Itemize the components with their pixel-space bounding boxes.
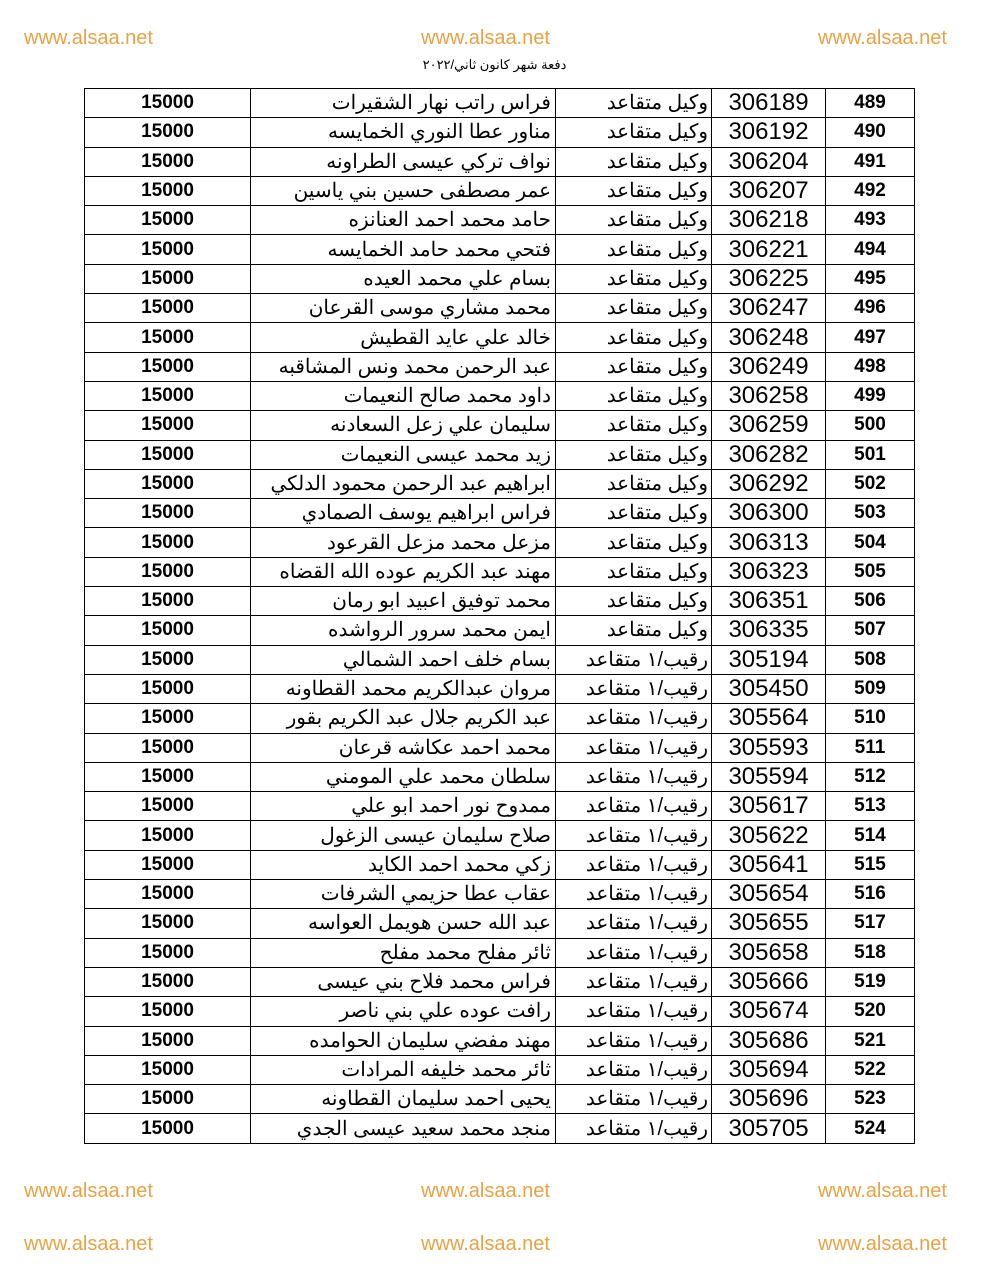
table-row <box>85 1055 915 1084</box>
name-cell: رافت عوده علي بني ناصر <box>251 997 556 1026</box>
table-row <box>85 264 915 293</box>
name-cell: محمد مشاري موسى القرعان <box>251 294 556 323</box>
name-cell: عبد الكريم جلال عبد الكريم بقور <box>251 704 556 733</box>
serial-number-cell: 513 <box>826 792 915 821</box>
table-row <box>85 528 915 557</box>
amount-cell: 15000 <box>85 909 251 938</box>
name-cell: مروان عبدالكريم محمد القطاونه <box>251 674 556 703</box>
serial-number-cell: 523 <box>826 1085 915 1114</box>
watermark-bottom-right: www.alsaa.net <box>818 1233 947 1255</box>
name-cell: بسام خلف احمد الشمالي <box>251 645 556 674</box>
table-row <box>85 616 915 645</box>
rank-cell: رقيب/١ متقاعد <box>556 850 712 879</box>
id-number-cell: 305194 <box>712 645 826 674</box>
rank-cell: رقيب/١ متقاعد <box>556 1114 712 1143</box>
name-cell: ايمن محمد سرور الرواشده <box>251 616 556 645</box>
id-number-cell: 305655 <box>712 909 826 938</box>
serial-number-cell: 515 <box>826 850 915 879</box>
rank-cell: وكيل متقاعد <box>556 528 712 557</box>
name-cell: مزعل محمد مزعل القرعود <box>251 528 556 557</box>
amount-cell: 15000 <box>85 704 251 733</box>
rank-cell: رقيب/١ متقاعد <box>556 938 712 967</box>
serial-number-cell: 497 <box>826 323 915 352</box>
id-number-cell: 305696 <box>712 1085 826 1114</box>
name-cell: عبد الله حسن هويمل العواسه <box>251 909 556 938</box>
serial-number-cell: 489 <box>826 89 915 118</box>
name-cell: ممدوح نور احمد ابو علي <box>251 792 556 821</box>
table-row <box>85 850 915 879</box>
id-number-cell: 305666 <box>712 967 826 996</box>
name-cell: سلطان محمد علي المومني <box>251 762 556 791</box>
document-title: دفعة شهر كانون ثاني/٢٠٢٢ <box>422 57 567 72</box>
table-row <box>85 352 915 381</box>
amount-cell: 15000 <box>85 323 251 352</box>
rank-cell: وكيل متقاعد <box>556 557 712 586</box>
watermark-middle-left: www.alsaa.net <box>24 1180 153 1202</box>
id-number-cell: 306225 <box>712 264 826 293</box>
table-row <box>85 997 915 1026</box>
rank-cell: وكيل متقاعد <box>556 616 712 645</box>
table-row <box>85 909 915 938</box>
table-row <box>85 1026 915 1055</box>
table-row <box>85 176 915 205</box>
name-cell: فراس راتب نهار الشقيرات <box>251 89 556 118</box>
serial-number-cell: 505 <box>826 557 915 586</box>
name-cell: فتحي محمد حامد الخمايسه <box>251 235 556 264</box>
name-cell: داود محمد صالح النعيمات <box>251 381 556 410</box>
id-number-cell: 305594 <box>712 762 826 791</box>
rank-cell: وكيل متقاعد <box>556 235 712 264</box>
id-number-cell: 305654 <box>712 880 826 909</box>
table-row <box>85 235 915 264</box>
table-row <box>85 118 915 147</box>
watermark-bottom-left: www.alsaa.net <box>24 1233 153 1255</box>
amount-cell: 15000 <box>85 1114 251 1143</box>
amount-cell: 15000 <box>85 880 251 909</box>
table-row <box>85 762 915 791</box>
amount-cell: 15000 <box>85 792 251 821</box>
serial-number-cell: 493 <box>826 206 915 235</box>
table-row <box>85 967 915 996</box>
amount-cell: 15000 <box>85 264 251 293</box>
watermark-top-center: www.alsaa.net <box>421 27 550 49</box>
serial-number-cell: 503 <box>826 499 915 528</box>
rank-cell: رقيب/١ متقاعد <box>556 967 712 996</box>
amount-cell: 15000 <box>85 1085 251 1114</box>
serial-number-cell: 509 <box>826 674 915 703</box>
rank-cell: رقيب/١ متقاعد <box>556 645 712 674</box>
table-row <box>85 557 915 586</box>
serial-number-cell: 519 <box>826 967 915 996</box>
table-row <box>85 206 915 235</box>
id-number-cell: 306323 <box>712 557 826 586</box>
id-number-cell: 306248 <box>712 323 826 352</box>
id-number-cell: 306313 <box>712 528 826 557</box>
amount-cell: 15000 <box>85 967 251 996</box>
table-row <box>85 469 915 498</box>
serial-number-cell: 516 <box>826 880 915 909</box>
name-cell: منجد محمد سعيد عيسى الجدي <box>251 1114 556 1143</box>
table-row <box>85 1114 915 1143</box>
amount-cell: 15000 <box>85 352 251 381</box>
serial-number-cell: 499 <box>826 381 915 410</box>
rank-cell: وكيل متقاعد <box>556 352 712 381</box>
serial-number-cell: 520 <box>826 997 915 1026</box>
id-number-cell: 306204 <box>712 147 826 176</box>
rank-cell: وكيل متقاعد <box>556 264 712 293</box>
id-number-cell: 306249 <box>712 352 826 381</box>
serial-number-cell: 511 <box>826 733 915 762</box>
id-number-cell: 305617 <box>712 792 826 821</box>
table-row <box>85 294 915 323</box>
table-row <box>85 411 915 440</box>
name-cell: سليمان علي زعل السعادنه <box>251 411 556 440</box>
rank-cell: رقيب/١ متقاعد <box>556 733 712 762</box>
name-cell: نواف تركي عيسى الطراونه <box>251 147 556 176</box>
serial-number-cell: 492 <box>826 176 915 205</box>
id-number-cell: 305694 <box>712 1055 826 1084</box>
amount-cell: 15000 <box>85 587 251 616</box>
amount-cell: 15000 <box>85 147 251 176</box>
name-cell: مناور عطا النوري الخمايسه <box>251 118 556 147</box>
rank-cell: وكيل متقاعد <box>556 381 712 410</box>
amount-cell: 15000 <box>85 411 251 440</box>
amount-cell: 15000 <box>85 469 251 498</box>
amount-cell: 15000 <box>85 528 251 557</box>
watermark-bottom-center: www.alsaa.net <box>421 1233 550 1255</box>
rank-cell: وكيل متقاعد <box>556 118 712 147</box>
id-number-cell: 306189 <box>712 89 826 118</box>
table-row <box>85 147 915 176</box>
rank-cell: رقيب/١ متقاعد <box>556 674 712 703</box>
id-number-cell: 305686 <box>712 1026 826 1055</box>
watermark-middle-center: www.alsaa.net <box>421 1180 550 1202</box>
table-row <box>85 792 915 821</box>
amount-cell: 15000 <box>85 557 251 586</box>
name-cell: فراس محمد فلاح بني عيسى <box>251 967 556 996</box>
table-row <box>85 674 915 703</box>
table-row <box>85 821 915 850</box>
id-number-cell: 305450 <box>712 674 826 703</box>
amount-cell: 15000 <box>85 1055 251 1084</box>
payment-table <box>84 88 915 1144</box>
name-cell: ثائر مفلح محمد مفلح <box>251 938 556 967</box>
amount-cell: 15000 <box>85 645 251 674</box>
amount-cell: 15000 <box>85 850 251 879</box>
table-row <box>85 499 915 528</box>
name-cell: محمد توفيق اعبيد ابو رمان <box>251 587 556 616</box>
rank-cell: وكيل متقاعد <box>556 176 712 205</box>
rank-cell: رقيب/١ متقاعد <box>556 792 712 821</box>
serial-number-cell: 524 <box>826 1114 915 1143</box>
amount-cell: 15000 <box>85 1026 251 1055</box>
rank-cell: وكيل متقاعد <box>556 206 712 235</box>
id-number-cell: 305641 <box>712 850 826 879</box>
watermark-top-left: www.alsaa.net <box>24 27 153 49</box>
table-row <box>85 381 915 410</box>
serial-number-cell: 495 <box>826 264 915 293</box>
serial-number-cell: 508 <box>826 645 915 674</box>
amount-cell: 15000 <box>85 176 251 205</box>
name-cell: ابراهيم عبد الرحمن محمود الدلكي <box>251 469 556 498</box>
amount-cell: 15000 <box>85 89 251 118</box>
amount-cell: 15000 <box>85 616 251 645</box>
id-number-cell: 305658 <box>712 938 826 967</box>
amount-cell: 15000 <box>85 762 251 791</box>
name-cell: خالد علي عايد القطيش <box>251 323 556 352</box>
name-cell: زكي محمد احمد الكايد <box>251 850 556 879</box>
name-cell: صلاح سليمان عيسى الزغول <box>251 821 556 850</box>
rank-cell: وكيل متقاعد <box>556 294 712 323</box>
serial-number-cell: 514 <box>826 821 915 850</box>
amount-cell: 15000 <box>85 381 251 410</box>
amount-cell: 15000 <box>85 674 251 703</box>
rank-cell: رقيب/١ متقاعد <box>556 997 712 1026</box>
amount-cell: 15000 <box>85 499 251 528</box>
serial-number-cell: 494 <box>826 235 915 264</box>
amount-cell: 15000 <box>85 733 251 762</box>
id-number-cell: 306247 <box>712 294 826 323</box>
name-cell: عمر مصطفى حسين بني ياسين <box>251 176 556 205</box>
serial-number-cell: 498 <box>826 352 915 381</box>
serial-number-cell: 521 <box>826 1026 915 1055</box>
amount-cell: 15000 <box>85 235 251 264</box>
amount-cell: 15000 <box>85 294 251 323</box>
name-cell: بسام علي محمد العيده <box>251 264 556 293</box>
id-number-cell: 305622 <box>712 821 826 850</box>
serial-number-cell: 507 <box>826 616 915 645</box>
table-row <box>85 704 915 733</box>
serial-number-cell: 501 <box>826 440 915 469</box>
amount-cell: 15000 <box>85 997 251 1026</box>
rank-cell: وكيل متقاعد <box>556 469 712 498</box>
watermark-middle-right: www.alsaa.net <box>818 1180 947 1202</box>
serial-number-cell: 522 <box>826 1055 915 1084</box>
rank-cell: وكيل متقاعد <box>556 499 712 528</box>
rank-cell: وكيل متقاعد <box>556 323 712 352</box>
amount-cell: 15000 <box>85 938 251 967</box>
rank-cell: رقيب/١ متقاعد <box>556 1026 712 1055</box>
id-number-cell: 306292 <box>712 469 826 498</box>
id-number-cell: 306258 <box>712 381 826 410</box>
serial-number-cell: 517 <box>826 909 915 938</box>
id-number-cell: 306300 <box>712 499 826 528</box>
name-cell: ثائر محمد خليفه المرادات <box>251 1055 556 1084</box>
name-cell: يحيى احمد سليمان القطاونه <box>251 1085 556 1114</box>
serial-number-cell: 506 <box>826 587 915 616</box>
amount-cell: 15000 <box>85 206 251 235</box>
table-row <box>85 89 915 118</box>
id-number-cell: 305564 <box>712 704 826 733</box>
rank-cell: وكيل متقاعد <box>556 411 712 440</box>
rank-cell: وكيل متقاعد <box>556 147 712 176</box>
amount-cell: 15000 <box>85 440 251 469</box>
serial-number-cell: 502 <box>826 469 915 498</box>
rank-cell: رقيب/١ متقاعد <box>556 704 712 733</box>
rank-cell: رقيب/١ متقاعد <box>556 821 712 850</box>
id-number-cell: 306259 <box>712 411 826 440</box>
table-row <box>85 645 915 674</box>
id-number-cell: 306282 <box>712 440 826 469</box>
serial-number-cell: 518 <box>826 938 915 967</box>
rank-cell: وكيل متقاعد <box>556 587 712 616</box>
serial-number-cell: 496 <box>826 294 915 323</box>
serial-number-cell: 510 <box>826 704 915 733</box>
id-number-cell: 305674 <box>712 997 826 1026</box>
name-cell: عقاب عطا حزيمي الشرفات <box>251 880 556 909</box>
serial-number-cell: 490 <box>826 118 915 147</box>
id-number-cell: 306207 <box>712 176 826 205</box>
id-number-cell: 306335 <box>712 616 826 645</box>
name-cell: حامد محمد احمد العنانزه <box>251 206 556 235</box>
rank-cell: رقيب/١ متقاعد <box>556 909 712 938</box>
id-number-cell: 306218 <box>712 206 826 235</box>
rank-cell: وكيل متقاعد <box>556 89 712 118</box>
watermark-top-right: www.alsaa.net <box>818 27 947 49</box>
rank-cell: رقيب/١ متقاعد <box>556 1085 712 1114</box>
amount-cell: 15000 <box>85 821 251 850</box>
name-cell: مهند مفضي سليمان الحوامده <box>251 1026 556 1055</box>
rank-cell: رقيب/١ متقاعد <box>556 880 712 909</box>
table-row <box>85 587 915 616</box>
rank-cell: رقيب/١ متقاعد <box>556 762 712 791</box>
serial-number-cell: 500 <box>826 411 915 440</box>
serial-number-cell: 512 <box>826 762 915 791</box>
id-number-cell: 306192 <box>712 118 826 147</box>
table-row <box>85 733 915 762</box>
id-number-cell: 306221 <box>712 235 826 264</box>
name-cell: مهند عبد الكريم عوده الله القضاه <box>251 557 556 586</box>
serial-number-cell: 504 <box>826 528 915 557</box>
name-cell: فراس ابراهيم يوسف الصمادي <box>251 499 556 528</box>
id-number-cell: 305593 <box>712 733 826 762</box>
name-cell: عبد الرحمن محمد ونس المشاقبه <box>251 352 556 381</box>
rank-cell: رقيب/١ متقاعد <box>556 1055 712 1084</box>
table-row <box>85 323 915 352</box>
table-row <box>85 1085 915 1114</box>
id-number-cell: 305705 <box>712 1114 826 1143</box>
table-row <box>85 440 915 469</box>
table-row <box>85 880 915 909</box>
table-row <box>85 938 915 967</box>
amount-cell: 15000 <box>85 118 251 147</box>
id-number-cell: 306351 <box>712 587 826 616</box>
serial-number-cell: 491 <box>826 147 915 176</box>
rank-cell: وكيل متقاعد <box>556 440 712 469</box>
name-cell: زيد محمد عيسى النعيمات <box>251 440 556 469</box>
name-cell: محمد احمد عكاشه قرعان <box>251 733 556 762</box>
